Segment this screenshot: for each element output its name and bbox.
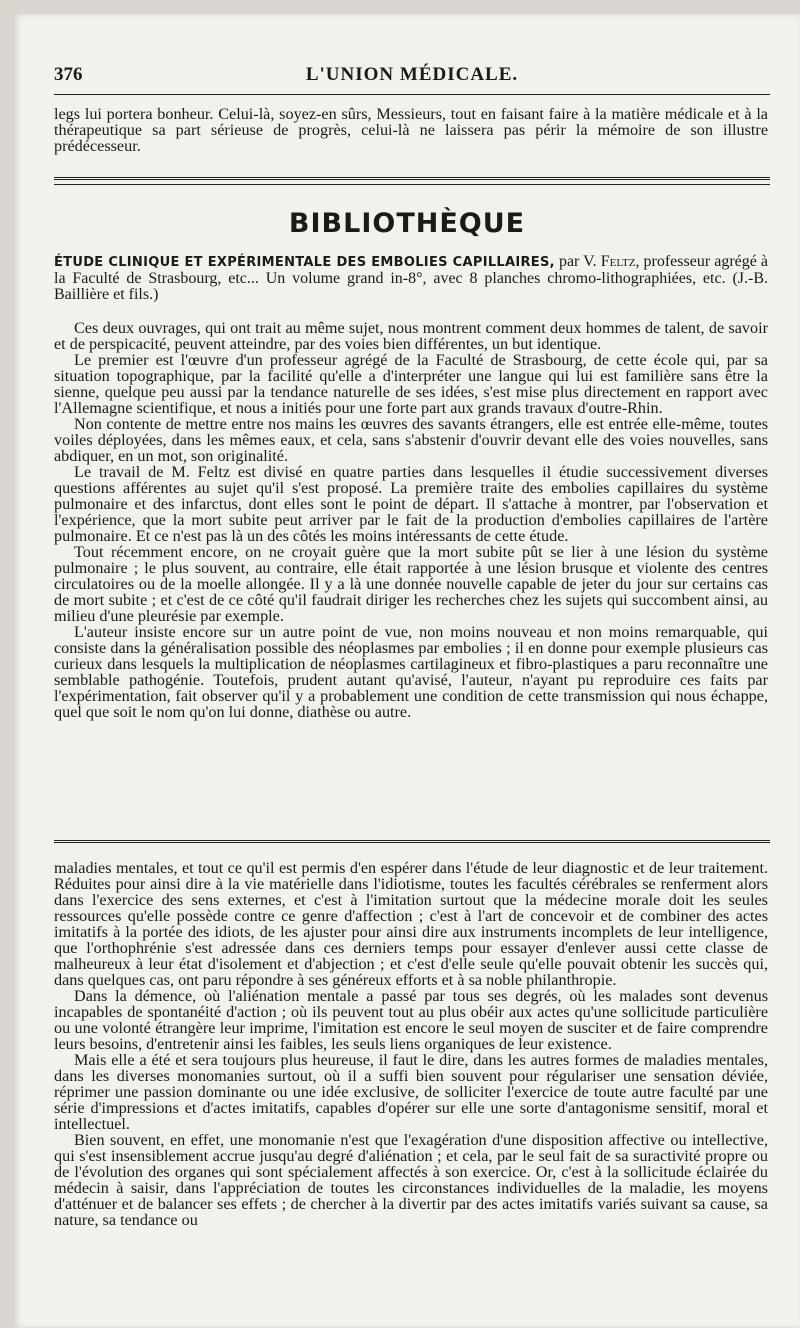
- review-text: [54, 320, 768, 720]
- header-rule: [54, 94, 770, 95]
- section-rule-top: [54, 177, 770, 180]
- review-paragraph: Le travail de M. Feltz est divisé en quatre parties dans lesquelles il étudie successivement diverses questions afférentes au sujet qu'il s'est proposé. La première traite des embolies capillaires du système pulmonaire et des infarctus, dont elles sont le point de départ. Il s'attache à montrer, par l'observation et l'expérience, que la mort subite peut arriver par le fait de la production d'embolies capillaires de l'artère pulmonaire. Et ce n'est pas là un des côtés les moins intéressants de cette étude.: [54, 463, 768, 545]
- feuilleton-paragraph: Bien souvent, en effet, une monomanie n'est que l'exagération d'une disposition affective ou intellective, qui s'est insensiblement accrue jusqu'au degré d'aliénation ; et cela, par le seul fait de sa suractivité propre ou de l'évolution des organes qui sont spécialement affectés à son exercice. Or, c'est à la sollicitude éclairée du médecin à saisir, dans l'appréciation de toutes les circonstances individuelles de la maladie, les moyens d'atténuer et de balancer ses effets ; de chercher à la divertir par des actes imitatifs variés suivant sa cause, sa nature, sa tendance ou: [54, 1131, 768, 1229]
- feuilleton-text: [54, 860, 768, 1228]
- book-reference: [54, 254, 768, 303]
- book-details: , professeur agrégé à la Faculté de Strasbourg, etc... Un volume grand in-8°, avec 8 planches chromo-lithographiées, etc. (J.-B. Baillière et fils.): [54, 253, 769, 303]
- review-paragraph: Tout récemment encore, on ne croyait guère que la mort subite pût se lier à une lésion du système pulmonaire ; le plus souvent, au contraire, elle était rapportée à une lésion brusque et violente des centres circulatoires ou de la moelle allongée. Il y a là une donnée nouvelle capable de jeter du jour sur certains cas de mort subite ; et c'est de ce côté qu'il faudrait diriger les recherches chez les sujets qui succombent ainsi, au milieu d'une pleurésie par exemple.: [54, 543, 768, 625]
- intro-paragraph: legs lui portera bonheur. Celui-là, soyez-en sûrs, Messieurs, tout en faisant faire à la matière médicale et à la thérapeutique sa part sérieuse de progrès, celui-là ne laissera pas périr la mémoire de son illustre prédécesseur.: [54, 105, 768, 155]
- journal-title: L'UNION MÉDICALE.: [305, 64, 519, 85]
- book-title: ÉTUDE CLINIQUE ET EXPÉRIMENTALE DES EMBOLIES CAPILLAIRES,: [54, 255, 555, 270]
- review-paragraph: Le premier est l'œuvre d'un professeur agrégé de la Faculté de Strasbourg, de cette école qui, par sa situation topographique, par la facilité qu'elle a d'interpréter une langue qui lui est familière sans être la sienne, quelque peu aussi par la tendance naturelle de ses idées, s'est mise plus directement en rapport avec l'Allemagne scientifique, et nous a initiés pour une forte part aux grands travaux d'outre-Rhin.: [54, 351, 768, 417]
- feuilleton-paragraph: maladies mentales, et tout ce qu'il est permis d'en espérer dans l'étude de leur diagnostic et de leur traitement. Réduites pour ainsi dire à la vie matérielle dans l'idiotisme, toutes les facultés cérébrales se renferment alors dans l'exercice des sens externes, et c'est à l'imitation surtout que la médecine morale doit les seules ressources qu'elle possède contre ce genre d'affection ; c'est à l'art de concevoir et de combiner des actes imitatifs à la portée des idiots, de les ajuster pour ainsi dire aux instruments incomplets de leur intelligence, que l'orthophrénie s'est adressée dans ces derniers temps pour essayer d'enlever aussi cette classe de malheureux à leur état d'isolement et d'abjection ; et c'est d'elle seule qu'elle pouvait obtenir les succès qui, dans quelques cas, ont paru répondre à ses généreux efforts et à sa noble philanthropie.: [54, 859, 768, 989]
- review-paragraph: Non contente de mettre entre nos mains les œuvres des savants étrangers, elle est entrée elle-même, toutes voiles déployées, dans les mêmes eaux, et cela, sans s'abstenir d'ouvrir devant elle des voies nouvelles, sans abdiquer, en un mot, son originalité.: [54, 415, 768, 465]
- section-title: BIBLIOTHÈQUE: [288, 208, 526, 239]
- review-paragraph: Ces deux ouvrages, qui ont trait au même sujet, nous montrent comment deux hommes de talent, de savoir et de perspicacité, peuvent atteindre, par des voies bien différentes, un but identique.: [54, 319, 768, 353]
- book-author: Feltz: [600, 253, 636, 270]
- feuilleton-rule: [54, 840, 770, 843]
- section-rule-mid: [54, 184, 770, 185]
- page-number: 376: [54, 64, 83, 85]
- feuilleton-paragraph: Mais elle a été et sera toujours plus heureuse, il faut le dire, dans les autres formes de maladies mentales, dans les diverses monomanies surtout, où il a suffi bien souvent pour régulariser une sensation déviée, réprimer une passion dominante ou une idée exclusive, de solliciter l'exercice de toute autre faculté par une série d'impressions et d'actes imitatifs, capables d'opérer sur elle une sorte d'antagonisme sensitif, moral et intellectuel.: [54, 1051, 768, 1133]
- review-paragraph: L'auteur insiste encore sur un autre point de vue, non moins nouveau et non moins remarquable, qui consiste dans la généralisation possible des néoplasmes par embolies ; il en donne pour exemple plusieurs cas curieux dans lesquels la multiplication de néoplasmes cartilagineux et fibro-plastiques a paru reconnaître une semblable pathogénie. Toutefois, prudent autant qu'avisé, l'auteur, n'ayant pu reproduire ces faits par l'expérimentation, fait observer qu'il y a probablement une condition de cette transmission qui nous échappe, quel que soit le nom qu'on lui donne, diathèse ou autre.: [54, 623, 768, 721]
- page: [14, 14, 800, 1328]
- feuilleton-paragraph: Dans la démence, où l'aliénation mentale a passé par tous ses degrés, où les malades sont devenus incapables de spontanéité d'action ; où ils peuvent tout au plus obéir aux actes qu'une sollicitude particulière ou une volonté étrangère leur imprime, l'imitation est encore le seul moyen de susciter et de faire comprendre leurs besoins, d'entretenir ainsi les faibles, les seuls liens organiques de leur existence.: [54, 987, 768, 1053]
- book-by: par V.: [554, 253, 601, 270]
- intro-text: [54, 106, 768, 154]
- running-header: [54, 64, 770, 94]
